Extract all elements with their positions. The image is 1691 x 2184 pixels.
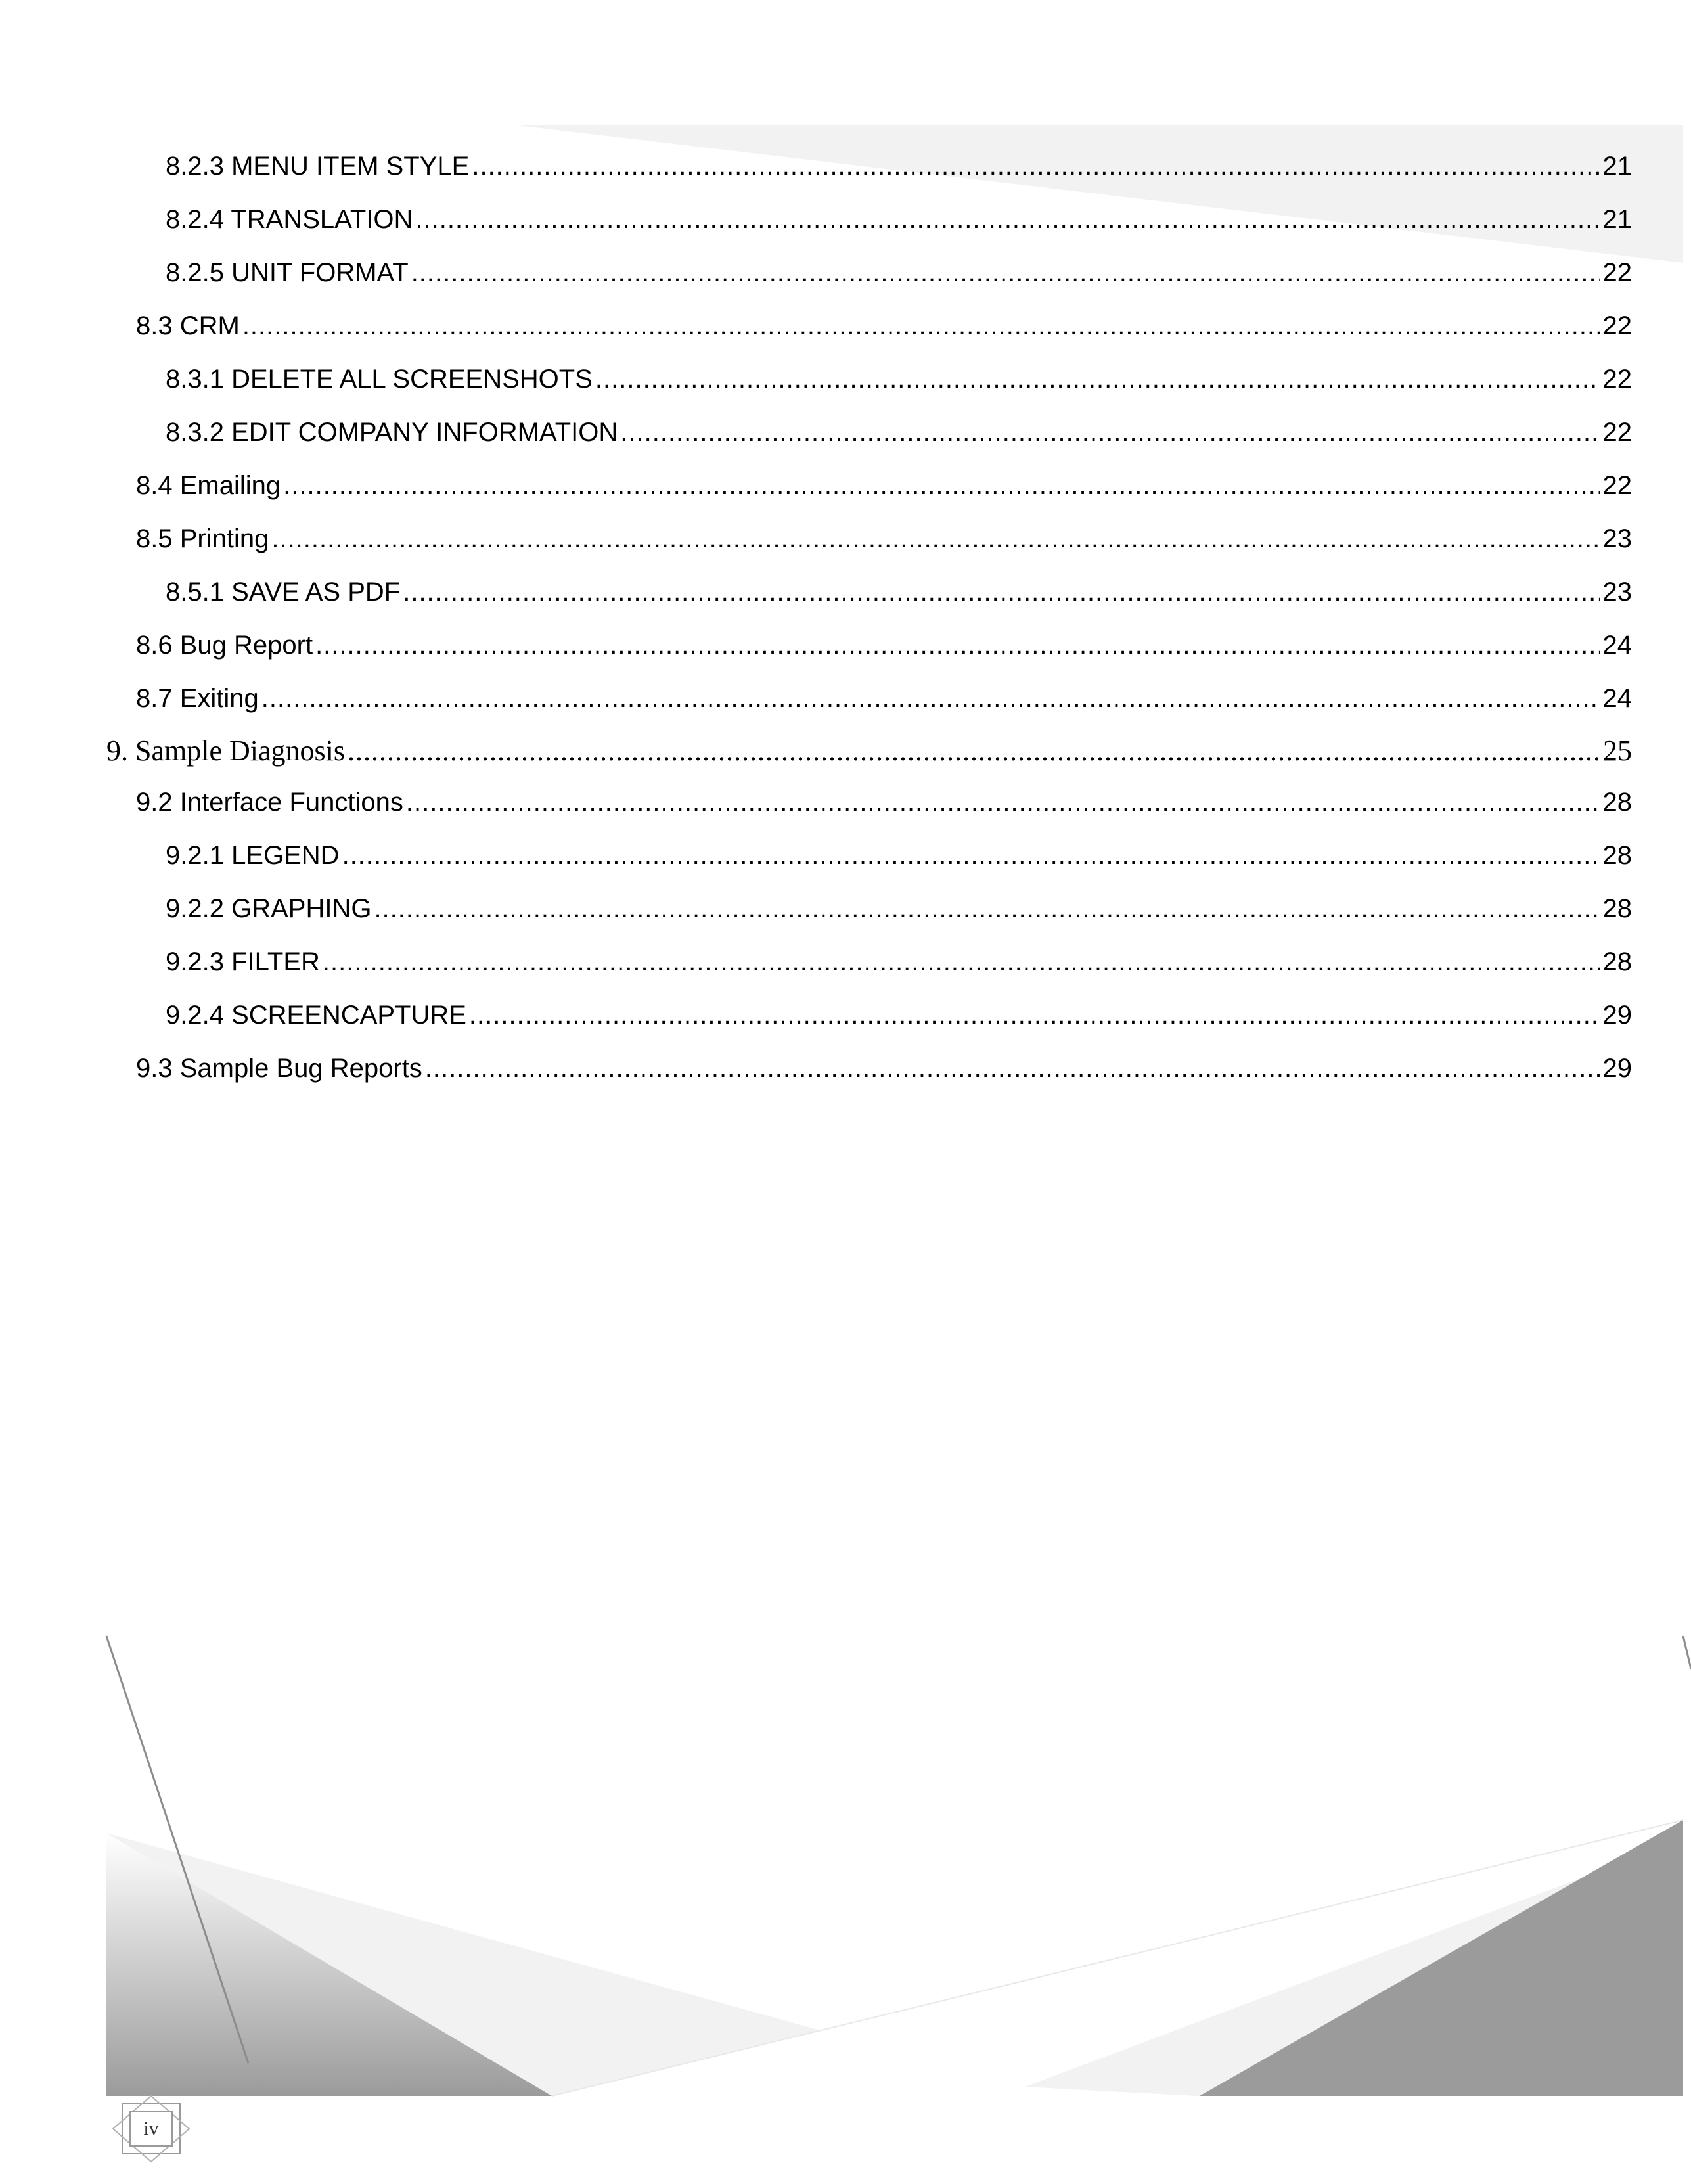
toc-entry-label: 9.2.1 LEGEND [166,841,340,870]
toc-dot-leader [271,522,1600,555]
toc-dot-leader [315,629,1600,662]
toc-entry[interactable] [166,250,1632,289]
toc-entry-page: 22 [1602,418,1632,447]
toc-entry[interactable] [166,409,1632,449]
toc-entry-label: 8.3.1 DELETE ALL SCREENSHOTS [166,365,593,394]
toc-entry-chapter[interactable] [106,728,1632,767]
toc-dot-leader [595,363,1600,396]
toc-dot-leader [348,735,1600,767]
toc-entry[interactable] [136,303,1632,342]
toc-entry-label: 9.3 Sample Bug Reports [136,1054,422,1083]
toc-dot-leader [374,892,1600,925]
toc-entry-label: 8.4 Emailing [136,471,281,500]
toc-dot-leader [403,576,1600,608]
toc-entry-page: 23 [1602,524,1632,553]
toc-entry-label: 9.2.4 SCREENCAPTURE [166,1001,466,1030]
toc-entry[interactable] [136,1045,1632,1085]
toc-entry-label: 8.2.4 TRANSLATION [166,205,413,234]
toc-entry-page: 29 [1602,1001,1632,1030]
toc-entry-page: 28 [1602,894,1632,923]
toc-dot-leader [469,999,1600,1032]
toc-entry-label: 8.6 Bug Report [136,631,313,660]
toc-entry-page: 28 [1602,788,1632,817]
toc-entry[interactable] [166,939,1632,978]
toc-entry[interactable] [166,196,1632,236]
toc-dot-leader [242,309,1600,342]
toc-entry[interactable] [136,516,1632,555]
toc-entry-page: 24 [1602,684,1632,713]
page-number: iv [143,2118,159,2139]
toc-entry[interactable] [166,992,1632,1032]
toc-entry-page: 22 [1602,258,1632,287]
toc-entry-page: 28 [1602,841,1632,870]
toc-dot-leader [425,1052,1600,1085]
toc-entry-page: 21 [1602,205,1632,234]
toc-entry[interactable] [166,143,1632,183]
toc-entry[interactable] [166,569,1632,608]
toc-entry[interactable] [166,886,1632,925]
toc-dot-leader [323,945,1600,978]
toc-entry-label: 9.2.2 GRAPHING [166,894,372,923]
toc-entry[interactable] [136,779,1632,819]
page-number-badge [110,2095,192,2163]
toc-entry-page: 22 [1602,365,1632,394]
toc-entry-page: 25 [1603,735,1632,767]
toc-entry-label: 9.2.3 FILTER [166,947,320,976]
toc-entry-label: 8.7 Exiting [136,684,259,713]
toc-dot-leader [620,416,1600,449]
toc-entry-label: 8.3.2 EDIT COMPANY INFORMATION [166,418,618,447]
toc-entry-label: 8.5.1 SAVE AS PDF [166,578,401,606]
toc-entry[interactable] [136,675,1632,715]
toc-entry-page: 24 [1602,631,1632,660]
toc-entry[interactable] [136,622,1632,662]
toc-dot-leader [411,256,1600,289]
toc-entry-page: 21 [1602,152,1632,181]
toc-entry-label: 8.3 CRM [136,311,240,340]
toc-entry-label: 8.2.5 UNIT FORMAT [166,258,409,287]
toc-dot-leader [261,682,1600,715]
toc-entry-page: 23 [1602,578,1632,606]
toc-entry[interactable] [136,463,1632,502]
toc-dot-leader [342,839,1600,872]
toc-entry-page: 29 [1602,1054,1632,1083]
toc-entry[interactable] [166,832,1632,872]
toc-entry-page: 22 [1602,311,1632,340]
toc-entry-label: 9. Sample Diagnosis [106,735,345,767]
toc-dot-leader [406,786,1600,819]
toc-dot-leader [415,203,1600,236]
toc-entry[interactable] [166,356,1632,396]
toc-entry-label: 8.5 Printing [136,524,269,553]
toc-entry-page: 28 [1602,947,1632,976]
toc-entry-label: 8.2.3 MENU ITEM STYLE [166,152,470,181]
toc-dot-leader [472,150,1600,183]
toc-entry-page: 22 [1602,471,1632,500]
toc-entry-label: 9.2 Interface Functions [136,788,403,817]
toc-dot-leader [283,469,1600,502]
